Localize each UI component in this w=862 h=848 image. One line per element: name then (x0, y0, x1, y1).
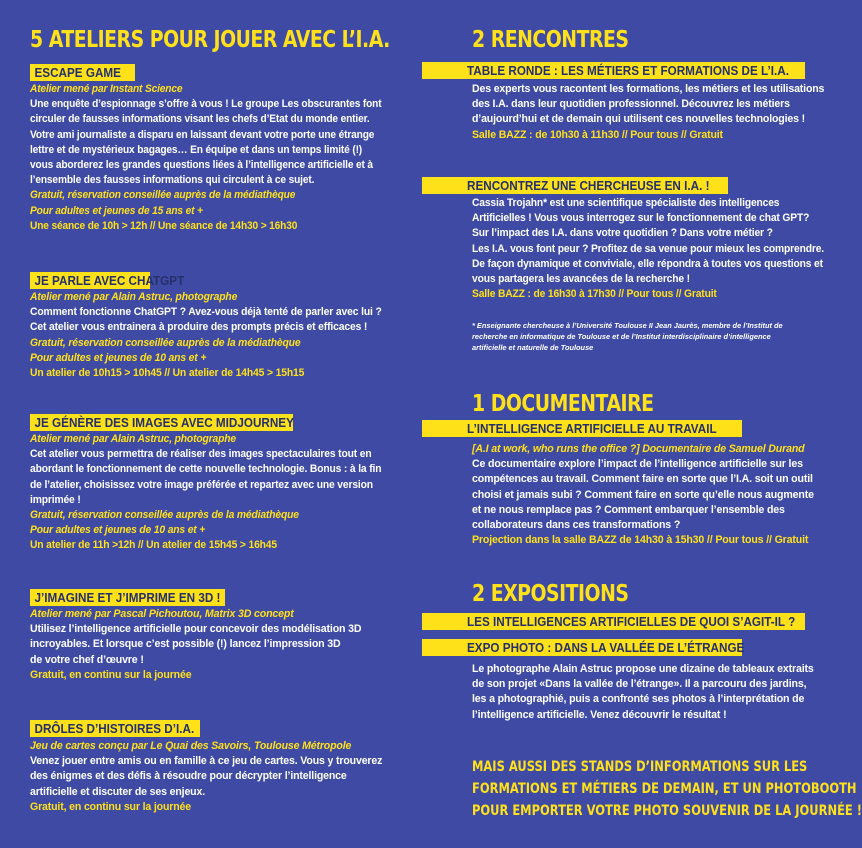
text-line: collaborateurs dans ces transformations ? (472, 519, 681, 532)
text-line: Artificielles ! Vous vous interrogez sur le fonctionnement de chat GPT? (472, 212, 810, 225)
text-line: Gratuit, réservation conseillée auprès de la médiathèque (30, 336, 301, 349)
text-line: choisi et jamais subi ? Comment faire en sorte qu’elle nous augmente (472, 488, 814, 501)
text-line: Utilisez l’intelligence artificielle pour concevoir des modélisation 3D (30, 623, 362, 636)
text-line: Pour adultes et jeunes de 10 ans et + (30, 351, 207, 364)
atelier-chatgpt-body (30, 290, 390, 381)
expo-photo-heading: EXPO PHOTO : DANS LA VALLÉE DE L’ÉTRANGE (422, 639, 742, 656)
documentaire-title: 1 DOCUMENTAIRE (472, 391, 654, 417)
text-line: Cassia Trojahn* est une scientifique spécialiste des intelligences (472, 197, 780, 209)
text-line: Sur l’impact des I.A. dans votre quotidien ? Dans votre métier ? (472, 227, 773, 240)
text-line: Gratuit, réservation conseillée auprès de la médiathèque (30, 189, 296, 202)
text-line: vous aborderez les grandes questions liées à l’intelligence artificielle et à (30, 159, 373, 172)
documentaire-body (472, 442, 814, 548)
bottom-line: FORMATIONS ET MÉTIERS DE DEMAIN, ET UN PHOTOBOOTH (472, 781, 857, 797)
text-line: circuler de fausses informations visant les chefs d’Etat du monde entier. (30, 113, 370, 126)
text-line: Salle BAZZ : de 16h30 à 17h30 // Pour tous // Gratuit (472, 288, 717, 301)
text-line: Gratuit, en continu sur la journée (30, 668, 192, 681)
atelier-3d-heading: J’IMAGINE ET J’IMPRIME EN 3D ! (30, 589, 225, 606)
text-line: Un atelier de 10h15 > 10h45 // Un atelier de 14h45 > 15h15 (30, 367, 305, 380)
text-line: Jeu de cartes conçu par Le Quai des Savoirs, Toulouse Métropole (30, 740, 352, 752)
chercheuse-body (472, 196, 835, 302)
text-line: et ne nous remplace pas ? Comment embarquer l’ensemble des (472, 503, 785, 516)
text-line: des énigmes et des défis à résoudre pour décrypter l’intelligence (30, 770, 347, 783)
atelier-3d-body (30, 607, 361, 683)
text-line: Une enquête d’espionnage s’offre à vous ! Le groupe Les obscurantes font (30, 98, 382, 111)
text-line: [A.I at work, who runs the office ?] Documentaire de Samuel Durand (472, 443, 805, 455)
bottom-line: POUR EMPORTER VOTRE PHOTO SOUVENIR DE LA JOURNÉE ! (472, 803, 862, 819)
text-line: Atelier mené par Alain Astruc, photographe (30, 291, 238, 303)
table-ronde-body (472, 82, 825, 143)
chercheuse-heading: RENCONTREZ UNE CHERCHEUSE EN I.A. ! (422, 177, 728, 194)
text-line: vous partagera les avancées de la recherche ! (472, 273, 690, 286)
text-line: l’intelligence artificielle. Venez découvrir le résultat ! (472, 708, 727, 721)
text-line: Atelier mené par Pascal Pichoutou, Matrix 3D concept (30, 608, 294, 620)
text-line: Cet atelier vous permettra de réaliser des images spectaculaires tout en (30, 448, 372, 461)
expo-ia-heading: LES INTELLIGENCES ARTIFICIELLES DE QUOI S’AGIT-IL ? (422, 613, 805, 630)
atelier-midjourney-body (30, 432, 392, 554)
chercheuse-footnote: * Enseignante chercheuse à l’Université Toulouse II Jean Jaurès, membre de l’Institut de recherche en informatique de Toulouse et de l’Institut interdisciplinaire d’intelligence artificielle et naturelle de Toulouse (472, 321, 783, 352)
atelier-chatgpt-heading: JE PARLE AVEC CHATGPT (30, 272, 150, 289)
ateliers-title: 5 ATELIERS POUR JOUER AVEC L’I.A. (30, 27, 390, 53)
text-line: Cet atelier vous entrainera à produire des prompts précis et efficaces ! (30, 321, 368, 334)
atelier-escape-game-body (30, 82, 397, 234)
bottom-line: MAIS AUSSI DES STANDS D’INFORMATIONS SUR LES (472, 759, 808, 775)
text-line: Ce documentaire explore l’impact de l’intelligence artificielle sur les (472, 458, 803, 471)
table-ronde-heading: TABLE RONDE : LES MÉTIERS ET FORMATIONS DE L’I.A. (422, 62, 805, 79)
bottom-announcement (472, 756, 862, 822)
text-line: Un atelier de 11h >12h // Un atelier de 15h45 > 16h45 (30, 539, 277, 552)
atelier-midjourney-heading: JE GÉNÈRE DES IMAGES AVEC MIDJOURNEY (30, 414, 293, 431)
text-line: Pour adultes et jeunes de 15 ans et + (30, 204, 203, 217)
text-line: abordant le fonctionnement de cette nouvelle technologie. Bonus : à la fin (30, 463, 382, 476)
atelier-escape-game-heading: ESCAPE GAME (30, 64, 135, 81)
text-line: De façon dynamique et conviviale, elle répondra à toutes vos questions et (472, 257, 823, 270)
text-line: Les I.A. vous font peur ? Profitez de sa venue pour mieux les comprendre. (472, 242, 824, 255)
atelier-histoires-heading: DRÔLES D’HISTOIRES D’I.A. (30, 720, 200, 737)
text-line: de son projet «Dans la vallée de l’étrange». Il a parcouru des jardins, (472, 678, 807, 691)
text-line: Gratuit, en continu sur la journée (30, 800, 191, 813)
text-line: Projection dans la salle BAZZ de 14h30 à 15h30 // Pour tous // Gratuit (472, 534, 809, 547)
text-line: artificielle et discuter de ses enjeux. (30, 785, 205, 798)
rencontres-title: 2 RENCONTRES (472, 27, 629, 53)
expo-photo-body (472, 662, 814, 723)
text-line: de votre chef d’œuvre ! (30, 653, 144, 666)
text-line: de l’atelier, choisissez votre image préférée et repartez avec une version (30, 478, 373, 491)
text-line: Atelier mené par Alain Astruc, photographe (30, 433, 236, 445)
text-line: incroyables. Et lorsque c’est possible (!) lancez l’impression 3D (30, 638, 341, 651)
text-line: Comment fonctionne ChatGPT ? Avez-vous déjà tenté de parler avec lui ? (30, 306, 382, 319)
text-line: Pour adultes et jeunes de 10 ans et + (30, 524, 206, 537)
atelier-histoires-body (30, 739, 383, 815)
text-line: Gratuit, réservation conseillée auprès de la médiathèque (30, 509, 299, 522)
text-line: Une séance de 10h > 12h // Une séance de 14h30 > 16h30 (30, 219, 298, 232)
text-line: l’ensemble des fausses informations qui circulent à ce sujet. (30, 174, 315, 187)
text-line: Venez jouer entre amis ou en famille à ce jeu de cartes. Vous y trouverez (30, 755, 383, 768)
text-line: compétences au travail. Comment faire en sorte que l’I.A. soit un outil (472, 473, 813, 486)
text-line: des I.A. dans leur quotidien professionnel. Découvrez les métiers (472, 98, 790, 111)
text-line: Atelier mené par Instant Science (30, 83, 183, 95)
text-line: Des experts vous racontent les formations, les métiers et les utilisations (472, 83, 825, 95)
expositions-title: 2 EXPOSITIONS (472, 581, 629, 607)
text-line: les a photographié, puis a confronté ses photos à l’interprétation de (472, 693, 805, 706)
text-line: Votre ami journaliste a disparu en laissant devant votre porte une étrange (30, 128, 375, 141)
documentaire-heading: L’INTELLIGENCE ARTIFICIELLE AU TRAVAIL (422, 420, 742, 437)
text-line: lettre et de mystérieux bagages… En équipe et dans un temps limité (!) (30, 143, 363, 156)
text-line: Le photographe Alain Astruc propose une dizaine de tableaux extraits (472, 663, 814, 675)
text-line: d’aujourd’hui et de demain qui utilisent ces nouvelles technologies ! (472, 113, 805, 126)
text-line: Salle BAZZ : de 10h30 à 11h30 // Pour tous // Gratuit (472, 128, 723, 141)
text-line: imprimée ! (30, 493, 81, 506)
